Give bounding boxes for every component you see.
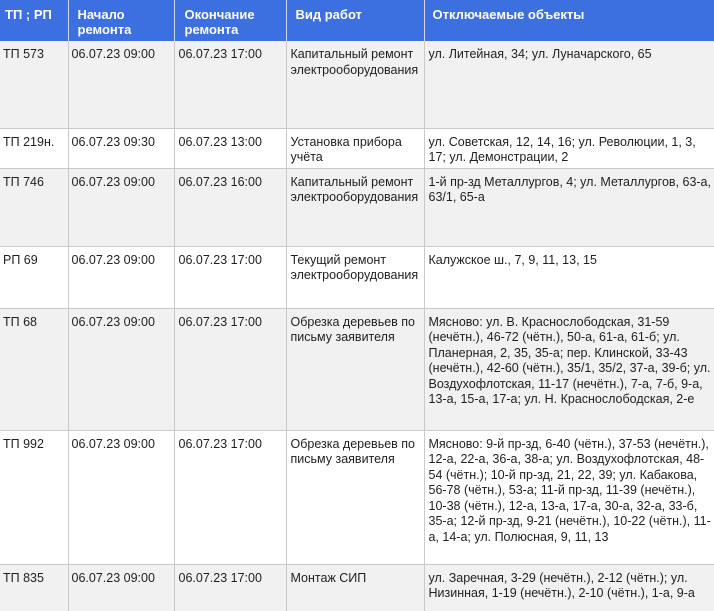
cell-work: Капитальный ремонт электрооборудования <box>286 41 424 128</box>
cell-start: 06.07.23 09:00 <box>68 246 174 308</box>
header-start: Начало ремонта <box>68 0 174 41</box>
cell-end: 06.07.23 17:00 <box>174 246 286 308</box>
cell-objects: Калужское ш., 7, 9, 11, 13, 15 <box>424 246 714 308</box>
cell-objects: ул. Заречная, 3-29 (нечётн.), 2-12 (чётн.); ул. Низинная, 1-19 (нечётн.), 2-10 (чётн.), 1-а, 9-а <box>424 564 714 611</box>
cell-objects: 1-й пр-зд Металлургов, 4; ул. Металлургов, 63-а, 63/1, 65-а <box>424 168 714 246</box>
cell-end: 06.07.23 17:00 <box>174 308 286 430</box>
cell-work: Текущий ремонт электрооборудования <box>286 246 424 308</box>
cell-objects: ул. Литейная, 34; ул. Луначарского, 65 <box>424 41 714 128</box>
cell-objects: Мясново: 9-й пр-зд, 6-40 (чётн.), 37-53 (нечётн.), 12-а, 22-а, 36-а, 38-а; ул. Воздухофлотская, 48-54 (чётн.); 10-й пр-зд, 21, 22, 39; ул. Кабакова, 56-78 (чётн.), 53-а; 11-й пр-зд, 11-39 (нечётн.), 10-38 (чётн.), 12-а, 13-а, 17-а, 30-а, 32-а, 33-б, 35-а; 12-й пр-зд, 9-21 (нечётн.), 10-22 (чётн.), 11-а, 14-а; ул. Полюсная, 9, 11, 13 <box>424 430 714 564</box>
header-objects: Отключаемые объекты <box>424 0 714 41</box>
cell-start: 06.07.23 09:00 <box>68 308 174 430</box>
cell-work: Капитальный ремонт электрооборудования <box>286 168 424 246</box>
cell-start: 06.07.23 09:00 <box>68 430 174 564</box>
cell-tp: РП 69 <box>0 246 68 308</box>
table-row <box>0 246 714 308</box>
cell-end: 06.07.23 17:00 <box>174 430 286 564</box>
cell-tp: ТП 835 <box>0 564 68 611</box>
cell-start: 06.07.23 09:00 <box>68 564 174 611</box>
cell-end: 06.07.23 17:00 <box>174 41 286 128</box>
cell-objects: Мясново: ул. В. Краснослободская, 31-59 (нечётн.), 46-72 (чётн.), 50-а, 61-а, 61-б; ул. Планерная, 2, 35, 35-а; пер. Клинской, 33-43 (нечётн.), 42-60 (чётн.), 35/1, 35/2, 37-а, 39-б; ул. Воздухофлотская, 11-17 (нечётн.), 7-а, 7-б, 9-а, 13-а, 15-а, 17-а; ул. Н. Краснослободская, 2-е <box>424 308 714 430</box>
cell-objects: ул. Советская, 12, 14, 16; ул. Революции, 1, 3, 17; ул. Демонстрации, 2 <box>424 128 714 168</box>
cell-end: 06.07.23 16:00 <box>174 168 286 246</box>
cell-end: 06.07.23 13:00 <box>174 128 286 168</box>
table-row <box>0 430 714 564</box>
header-tp: ТП ; РП <box>0 0 68 41</box>
cell-tp: ТП 992 <box>0 430 68 564</box>
header-end: Окончание ремонта <box>174 0 286 41</box>
header-work: Вид работ <box>286 0 424 41</box>
cell-work: Обрезка деревьев по письму заявителя <box>286 308 424 430</box>
table-header-row <box>0 0 714 41</box>
cell-tp: ТП 219н. <box>0 128 68 168</box>
cell-tp: ТП 68 <box>0 308 68 430</box>
cell-work: Обрезка деревьев по письму заявителя <box>286 430 424 564</box>
cell-tp: ТП 746 <box>0 168 68 246</box>
table-row <box>0 308 714 430</box>
table-row <box>0 564 714 611</box>
table-row <box>0 41 714 128</box>
cell-work: Монтаж СИП <box>286 564 424 611</box>
cell-tp: ТП 573 <box>0 41 68 128</box>
table-row <box>0 128 714 168</box>
cell-start: 06.07.23 09:00 <box>68 168 174 246</box>
cell-start: 06.07.23 09:30 <box>68 128 174 168</box>
cell-start: 06.07.23 09:00 <box>68 41 174 128</box>
cell-end: 06.07.23 17:00 <box>174 564 286 611</box>
table-row <box>0 168 714 246</box>
cell-work: Установка прибора учёта <box>286 128 424 168</box>
